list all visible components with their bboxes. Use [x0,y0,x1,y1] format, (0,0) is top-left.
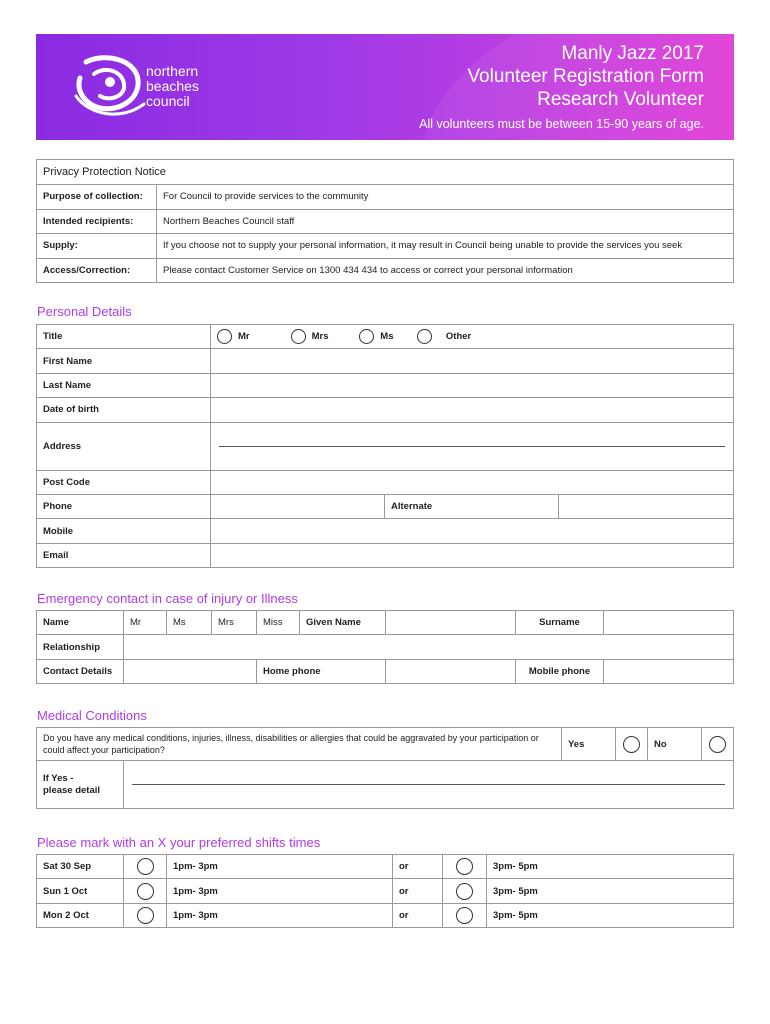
privacy-value: Please contact Customer Service on 1300 434 434 to access or correct your personal information [157,258,734,283]
personal-details-heading: Personal Details [37,304,132,319]
age-requirement: All volunteers must be between 15-90 years of age. [419,117,704,131]
if-yes-label [37,761,124,809]
form-title-block [419,42,704,132]
privacy-label: Access/Correction: [37,258,157,283]
shift-row [37,855,734,879]
email-label: Email [37,543,211,567]
ec-surname-field[interactable] [604,611,734,635]
medical-no-radio[interactable] [709,736,726,753]
phone-label: Phone [37,494,211,518]
shift-slot2-cell [443,903,487,927]
post-code-label: Post Code [37,470,211,494]
shift-slot2-radio[interactable] [456,883,473,900]
event-title: Manly Jazz 2017 [561,43,704,64]
role-title: Research Volunteer [537,89,704,110]
org-name-line2: beaches [146,78,199,94]
shift-or-label: or [393,879,443,903]
ec-miss-option[interactable]: Miss [257,611,300,635]
dob-label: Date of birth [37,398,211,422]
shift-slot2-label: 3pm- 5pm [487,855,734,879]
shift-slot2-radio[interactable] [456,907,473,924]
privacy-row [37,209,734,234]
shift-day: Mon 2 Oct [37,903,124,927]
ec-mrs-option[interactable]: Mrs [212,611,257,635]
ec-mr-option[interactable]: Mr [124,611,167,635]
shift-slot2-label: 3pm- 5pm [487,879,734,903]
org-name-line3: council [146,93,190,109]
privacy-heading: Privacy Protection Notice [37,160,734,185]
title-mr-radio[interactable] [217,329,232,344]
shift-day: Sun 1 Oct [37,879,124,903]
address-field[interactable] [211,422,734,470]
first-name-field[interactable] [211,349,734,373]
first-name-label: First Name [37,349,211,373]
title-ms-radio[interactable] [359,329,374,344]
ec-home-phone-label: Home phone [257,659,386,683]
alternate-label: Alternate [385,494,559,518]
privacy-notice-table [36,159,734,283]
title-mr-label: Mr [238,331,250,343]
org-name [146,64,199,109]
shift-day: Sat 30 Sep [37,855,124,879]
shift-slot2-label: 3pm- 5pm [487,903,734,927]
phone-field[interactable] [211,494,385,518]
shift-slot1-label: 1pm- 3pm [167,903,393,927]
shift-slot1-radio[interactable] [137,883,154,900]
email-field[interactable] [211,543,734,567]
form-title: Volunteer Registration Form [467,66,704,87]
ec-given-name-label: Given Name [300,611,386,635]
shift-slot1-cell [124,855,167,879]
council-logo-icon [66,52,156,124]
privacy-value: If you choose not to supply your personal information, it may result in Council being unable to provide the services you seek [157,234,734,259]
privacy-row [37,185,734,210]
shift-slot1-radio[interactable] [137,858,154,875]
emergency-contact-table [36,610,734,684]
shifts-table [36,854,734,928]
medical-no-cell [702,728,734,761]
title-options [211,325,734,349]
last-name-label: Last Name [37,373,211,397]
title-mrs-label: Mrs [311,331,329,343]
ec-relationship-field[interactable] [124,635,734,659]
mobile-field[interactable] [211,519,734,543]
ec-name-label: Name [37,611,124,635]
ec-mobile-phone-label: Mobile phone [516,659,604,683]
privacy-value: Northern Beaches Council staff [157,209,734,234]
ec-ms-option[interactable]: Ms [167,611,212,635]
privacy-row [37,234,734,259]
title-other-radio[interactable] [417,329,432,344]
shift-slot2-cell [443,855,487,879]
medical-yes-cell [616,728,648,761]
medical-conditions-table [36,727,734,809]
title-mrs-radio[interactable] [291,329,306,344]
alternate-field[interactable] [559,494,734,518]
title-ms-label: Ms [380,331,394,343]
privacy-label: Supply: [37,234,157,259]
post-code-field[interactable] [211,470,734,494]
medical-conditions-heading: Medical Conditions [37,708,147,723]
address-label: Address [37,422,211,470]
emergency-contact-heading: Emergency contact in case of injury or Illness [37,591,298,606]
privacy-label: Intended recipients: [37,209,157,234]
title-other-label: Other [445,331,472,343]
privacy-row [37,258,734,283]
shift-slot1-radio[interactable] [137,907,154,924]
if-yes-line1: If Yes - [43,772,74,784]
medical-no-label: No [648,728,702,761]
privacy-label: Purpose of collection: [37,185,157,210]
shifts-heading: Please mark with an X your preferred shifts times [37,835,321,850]
dob-field[interactable] [211,398,734,422]
medical-detail-field[interactable] [124,761,734,809]
shift-slot1-label: 1pm- 3pm [167,879,393,903]
medical-detail-line [132,784,725,785]
ec-home-phone-field[interactable] [386,659,516,683]
shift-slot1-cell [124,903,167,927]
medical-yes-label: Yes [562,728,616,761]
ec-given-name-field[interactable] [386,611,516,635]
shift-slot1-label: 1pm- 3pm [167,855,393,879]
shift-slot2-cell [443,879,487,903]
last-name-field[interactable] [211,373,734,397]
ec-surname-label: Surname [516,611,604,635]
ec-relationship-label: Relationship [37,635,124,659]
privacy-value: For Council to provide services to the community [157,185,734,210]
shift-row [37,903,734,927]
org-name-line1: northern [146,63,199,79]
title-label: Title [37,325,211,349]
address-line [219,446,725,447]
ec-contact-details-label: Contact Details [37,659,124,683]
if-yes-line2: please detail [43,784,101,796]
ec-contact-field[interactable] [124,659,257,683]
mobile-label: Mobile [37,519,211,543]
shift-or-label: or [393,903,443,927]
ec-mobile-phone-field[interactable] [604,659,734,683]
medical-question: Do you have any medical conditions, injuries, illness, disabilities or allergies that could be aggravated by your participation or could affect your participation? [37,728,562,761]
shift-slot1-cell [124,879,167,903]
shift-slot2-radio[interactable] [456,858,473,875]
shift-or-label: or [393,855,443,879]
medical-yes-radio[interactable] [623,736,640,753]
shift-row [37,879,734,903]
personal-details-table [36,324,734,568]
header-banner [36,34,734,140]
